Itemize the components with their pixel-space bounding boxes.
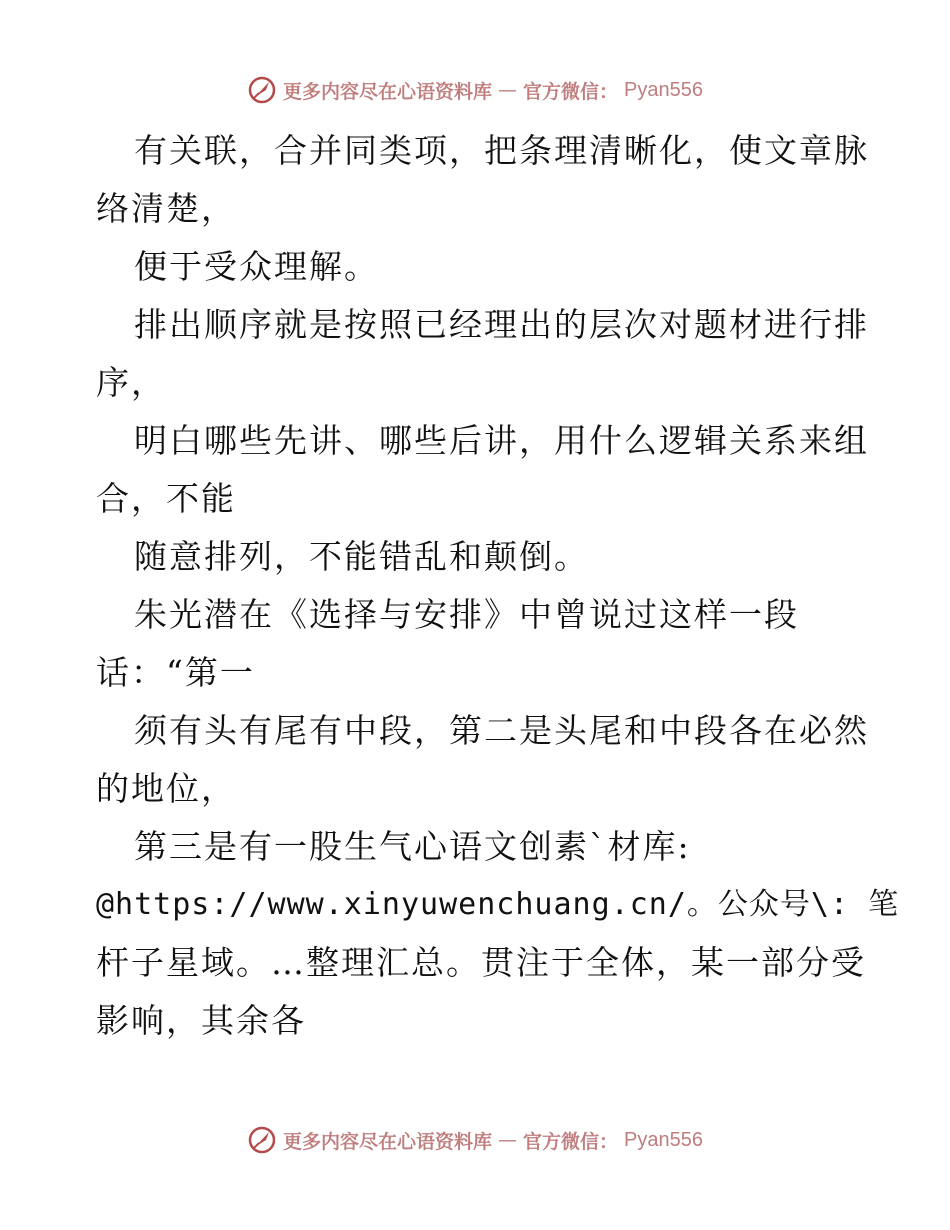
quill-logo-icon	[247, 1125, 277, 1155]
text-line: 络清楚，	[96, 189, 236, 228]
text-line: 杆子星域。…整理汇总。贯注于全体，某一部分受	[96, 943, 866, 982]
watermark-text: 更多内容尽在心语资料库	[283, 80, 493, 103]
footer-watermark	[0, 1120, 950, 1160]
wechat-label: 官方微信：	[523, 1130, 619, 1153]
wechat-id: Pyan556	[624, 78, 703, 101]
quill-logo-icon	[247, 75, 277, 105]
text-line: 影响，其余各	[96, 1001, 306, 1040]
text-line: 便于受众理解。	[134, 247, 379, 286]
wechat-label: 官方微信：	[523, 80, 619, 103]
header-watermark	[0, 70, 950, 110]
text-line-url: @https://www.xinyuwenchuang.cn/。公众号\: 笔	[96, 887, 900, 922]
text-line: 话：“第一	[96, 653, 255, 692]
text-line: 第三是有一股生气心语文创素`材库:	[134, 827, 691, 866]
text-line: 合，不能	[96, 479, 236, 518]
text-line: 随意排列，不能错乱和颠倒。	[134, 537, 589, 576]
watermark-dash: —	[498, 1129, 518, 1151]
text-line: 朱光潜在《选择与安排》中曾说过这样一段	[134, 595, 799, 634]
watermark-dash: —	[498, 79, 518, 101]
watermark-text: 更多内容尽在心语资料库	[283, 1130, 493, 1153]
text-line: 明白哪些先讲、哪些后讲，用什么逻辑关系来组	[134, 421, 869, 460]
text-line: 有关联，合并同类项，把条理清晰化，使文章脉	[134, 131, 869, 170]
wechat-id: Pyan556	[624, 1128, 703, 1151]
text-line: 排出顺序就是按照已经理出的层次对题材进行排	[134, 305, 869, 344]
text-line: 序，	[96, 363, 166, 402]
text-line: 的地位，	[96, 769, 236, 808]
text-line: 须有头有尾有中段，第二是头尾和中段各在必然	[134, 711, 869, 750]
document-body	[96, 122, 900, 1050]
